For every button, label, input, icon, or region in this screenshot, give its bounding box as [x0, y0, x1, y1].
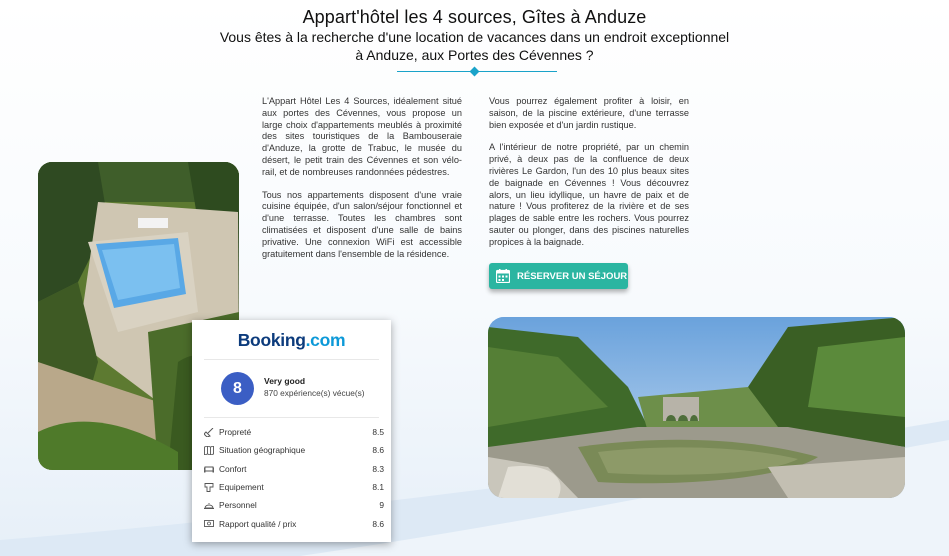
criterion-staff: Personnel 9	[204, 496, 384, 514]
money-icon	[204, 519, 214, 528]
intro-paragraph-1: L'Appart Hôtel Les 4 Sources, idéalement situé aux portes des Cévennes, vous propose un large choix d'appartements meublés à proximité des sites touristiques de la Bambouseraie d'Anduze, la grotte de Trabuc, le musée du désert, le petit train des Cévennes et son vélo-rail, et de nombreuses randonnées pédestres.	[262, 96, 462, 177]
booking-separator	[204, 359, 379, 360]
review-count: 870 expérience(s) vécue(s)	[264, 388, 365, 398]
booking-review-card	[192, 320, 391, 542]
page-title: Appart'hôtel les 4 sources, Gîtes à Anduze	[302, 7, 647, 27]
review-verdict: Very good	[264, 376, 306, 386]
criterion-equipment: Equipement 8.1	[204, 478, 384, 496]
booking-separator-2	[204, 417, 379, 418]
booking-logo[interactable]: Booking.com	[237, 330, 346, 350]
intro-text-left	[262, 96, 462, 260]
river-photo	[488, 317, 905, 498]
intro-paragraph-4: A l'intérieur de notre propriété, par un chemin privé, à deux pas de la confluence de deux rivières Le Gardon, l'un des 10 plus beaux sites de baignade en Cévennes ! Vous découvrez alors, un lieu idyllique, un havre de paix et de nature ! Vous profiterez de la rivière et de ses plages de sable entre les rochers. Vous pourrez sauter ou plonger, dans des piscines naturelles propices à la baignade.	[489, 142, 689, 247]
intro-text-right	[489, 96, 689, 249]
page-header	[0, 6, 949, 64]
page-subtitle-line1: Vous êtes à la recherche d'une location de vacances dans un endroit exceptionnel	[219, 29, 730, 45]
reserve-stay-button[interactable]	[489, 263, 628, 289]
intro-paragraph-3: Vous pourrez également profiter à loisir, en saison, de la piscine extérieure, d'une terrasse bien exposée et d'un jardin rustique.	[489, 96, 689, 130]
criterion-comfort: Confort 8.3	[204, 460, 384, 478]
map-icon	[204, 446, 214, 455]
criterion-location: Situation géographique 8.6	[204, 441, 384, 459]
reserve-stay-label: RÉSERVER UN SÉJOUR	[517, 270, 628, 282]
broom-icon	[204, 428, 214, 437]
criterion-cleanliness: Propreté 8.5	[204, 423, 384, 441]
review-score-badge: 8	[221, 372, 254, 405]
appliance-icon	[204, 483, 214, 492]
criterion-value-for-money: Rapport qualité / prix 8.6	[204, 514, 384, 532]
bell-icon	[204, 501, 214, 510]
intro-paragraph-2: Tous nos appartements disposent d'une vraie cuisine équipée, d'un salon/séjour fonctionnel et d'une terrasse. Toutes les chambres sont climatisées et disposent d'une salle de bains privative. Une connexion WiFi est accessible gratuitement dans l'ensemble de la résidence.	[262, 189, 462, 259]
review-criteria-list	[204, 423, 384, 533]
calendar-icon	[496, 269, 510, 283]
sofa-icon	[204, 464, 214, 473]
page-subtitle-line2: à Anduze, aux Portes des Cévennes ?	[355, 47, 594, 63]
